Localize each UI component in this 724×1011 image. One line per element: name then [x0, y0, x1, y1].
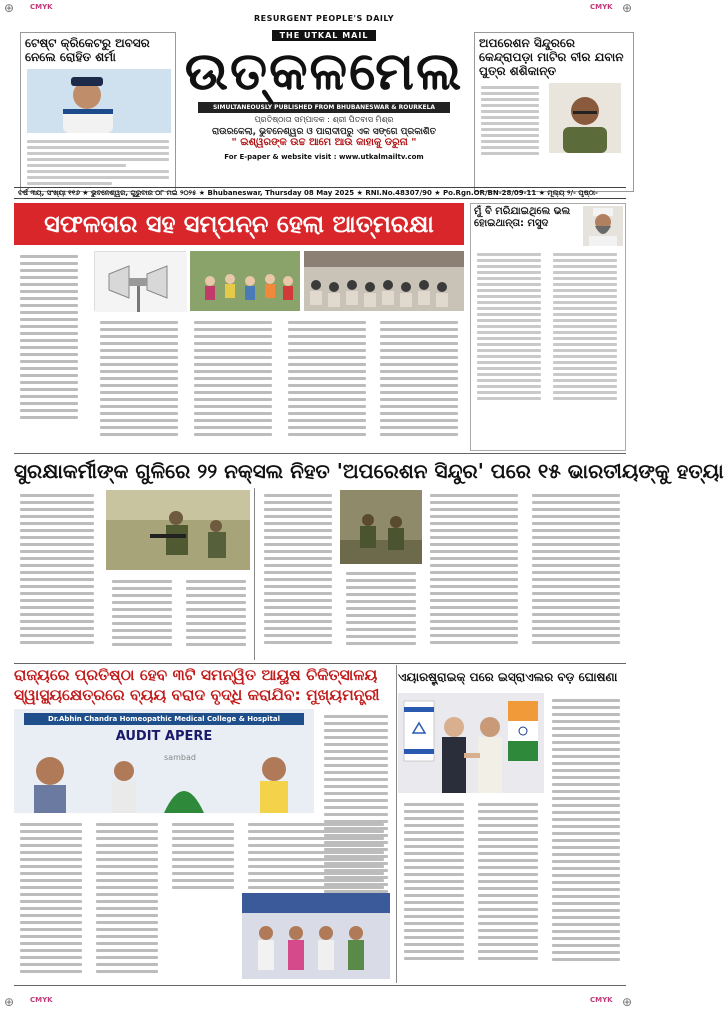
- leaders-handshake-photo: [398, 693, 544, 793]
- section-divider: [14, 663, 626, 664]
- story-ayush-body-col1: [14, 817, 88, 979]
- story-naxal-body-col1: [14, 488, 100, 650]
- story-naxal-body-col2: [106, 574, 178, 652]
- masthead-area: [14, 14, 626, 186]
- story-sindoor-body-col2: [340, 566, 422, 651]
- sidebar-masood-story[interactable]: [470, 203, 626, 451]
- sidebar-masood-body-col2: [547, 248, 623, 405]
- story-operation-sindoor[interactable]: [14, 456, 724, 662]
- college-banner-text: Dr.Abhin Chandra Homeopathic Medical College & Hospital: [24, 713, 304, 725]
- felicitation-photo: [242, 893, 390, 979]
- story-defense-body-col3: [188, 315, 278, 442]
- army-patrol-photo: [340, 490, 422, 564]
- story-naxal-body-col3: [180, 574, 252, 652]
- right-teaser-headline: ଅପରେଶନ ସିନ୍ଦୁରରେ କେନ୍ଦ୍ରାପଡ଼ା ମାଟିର ବୀର ଯବାନ ପୁତ୍ର ଶଶିକାନ୍ତ: [479, 36, 624, 78]
- story-ayush-body-col4: [242, 817, 390, 895]
- story-ayush-hospitals[interactable]: [14, 665, 394, 983]
- story-defense-body-col4: [282, 315, 372, 442]
- masthead: [184, 14, 464, 161]
- story-sindoor-body-col1: [258, 488, 338, 650]
- masthead-publication-bar: SIMULTANEOUSLY PUBLISHED FROM BHUBANESWAR & ROURKELA: [198, 102, 450, 113]
- right-teaser-box[interactable]: [474, 32, 634, 192]
- story-israel-announcement[interactable]: [398, 665, 626, 983]
- story-ayush-headline-line2: ସ୍ୱାସ୍ଥ୍ୟକ୍ଷେତ୍ରରେ ବ୍ୟୟ ବରାଦ ବୃଦ୍ଧି କରାଯିବ: ମୁଖ୍ୟମନ୍ତ୍ରୀ: [14, 686, 380, 704]
- crowd-drill-photo: [190, 251, 300, 311]
- photo-watermark: sambad: [164, 753, 196, 762]
- masood-photo: [583, 206, 623, 246]
- college-event-photo: [14, 709, 314, 813]
- hall-gathering-photo: [304, 251, 464, 311]
- story-defense-training[interactable]: [14, 203, 464, 451]
- siren-photo: [94, 251, 186, 311]
- sidebar-masood-body-col1: [471, 248, 547, 405]
- right-teaser-body-left: [475, 81, 545, 160]
- cmyk-mark-top-right: CMYK: [590, 3, 613, 11]
- registration-mark-icon: ⊕: [4, 995, 15, 1009]
- story-sindoor-body-col4: [526, 488, 626, 650]
- masthead-editor-line: ପ୍ରତିଷ୍ଠାତା ସମ୍ପାଦକ : ଶ୍ରୀ ପିତବାସ ମିଶ୍ର: [254, 115, 394, 124]
- rohit-sharma-photo: [27, 69, 169, 133]
- column-divider: [396, 665, 397, 983]
- masthead-website[interactable]: For E-paper & website visit : www.utkalmailtv.com: [224, 153, 424, 161]
- masthead-tagline: RESURGENT PEOPLE'S DAILY: [253, 14, 394, 23]
- masthead-english-title: THE UTKAL MAIL: [272, 30, 377, 41]
- sidebar-masood-headline: ମୁଁ ବି ମରିଯାଇଥିଲେ ଭଲ ହୋଇଥାନ୍ତା: ମସୁଦ: [474, 206, 571, 229]
- column-divider: [254, 488, 255, 660]
- masthead-quote: " ଇଶ୍ୱରଙ୍କ ଉଚ୍ଚ ଆମେ ଆଉ କାହାକୁ ଡରୁନା ": [231, 137, 417, 148]
- left-teaser-box[interactable]: [20, 32, 176, 192]
- story-israel-body-col1: [398, 797, 470, 966]
- story-israel-body-col-right: [546, 693, 626, 967]
- registration-mark-icon: ⊕: [622, 1, 633, 15]
- story-israel-headline: ଏୟାରଷ୍ଟ୍ରାଇକ୍ ପରେ ଇସ୍ରାଏଲର ବଡ଼ ଘୋଷଣା: [398, 670, 618, 684]
- dateline: ବର୍ଷ ୩ୟ, ସଂଖ୍ୟା ୧୧୬ ★ ଭୁବନେଶ୍ୱର, ଗୁରୁବାର ୦୮ ମଇ ୨୦୨୫ ★ Bhubaneswar, Thursday 08 May 2025 ★ RNI.No.48307/90 ★ Po.Rgn.OR/BN-28/09-11 ★ ମୂଲ୍ୟ ୨/- ପୃଷ୍ଠା-: [14, 187, 626, 199]
- story-sindoor-body-col3: [424, 488, 524, 650]
- registration-mark-icon: ⊕: [4, 1, 15, 15]
- story-ayush-body-col2: [90, 817, 164, 979]
- registration-mark-icon: ⊕: [622, 995, 633, 1009]
- left-teaser-headline: ଟେଷ୍ଟ କ୍ରିକେଟରୁ ଅବସର ନେଲେ ରୋହିତ ଶର୍ମା: [25, 36, 150, 64]
- story-ayush-headline-line1: ରାଜ୍ୟରେ ପ୍ରତିଷ୍ଠା ହେବ ୩ଟି ସମନ୍ୱିତ ଆୟୁଷ ଚିକିତ୍ସାଳୟ: [14, 666, 378, 684]
- masthead-logo: ଉତ୍କଳମେଲ: [184, 41, 464, 102]
- story-israel-body-col2: [472, 797, 544, 966]
- soldier-photo: [549, 83, 621, 153]
- story-defense-body-col5: [374, 315, 464, 442]
- page-bottom-rule: [14, 985, 626, 986]
- story-ayush-body-col3: [166, 817, 240, 895]
- story-sindoor-headline: ସୁରକ୍ଷାକର୍ମୀଙ୍କ ଗୁଳିରେ ୨୨ ନକ୍ସଲ ନିହତ 'ଅପରେଶନ ସିନ୍ଦୁର' ପରେ ୧୫ ଭାରତୀୟଙ୍କୁ ହତ୍ୟା: [14, 459, 724, 483]
- masthead-cities-line: ରାଉରକେଲା, ଭୁବନେଶ୍ୱର ଓ ପାରାଦୀପରୁ ଏକ ସଙ୍ଗେ ପ୍ରକାଶିତ: [211, 127, 437, 137]
- story-defense-training-headline: ସଫଳତାର ସହ ସମ୍ପନ୍ନ ହେଲା ଆତ୍ମରକ୍ଷା: [14, 203, 464, 245]
- story-defense-body-col2: [94, 315, 184, 442]
- story-defense-body-col1: [14, 249, 84, 425]
- section-divider: [14, 453, 626, 454]
- cmyk-mark-bottom-left: CMYK: [30, 996, 53, 1004]
- security-forces-photo: [106, 490, 250, 570]
- cmyk-mark-bottom-right: CMYK: [590, 996, 613, 1004]
- stage-banner-text: AUDIT APERE: [115, 729, 213, 744]
- cmyk-mark-top-left: CMYK: [30, 3, 53, 11]
- left-teaser-body: [21, 135, 175, 190]
